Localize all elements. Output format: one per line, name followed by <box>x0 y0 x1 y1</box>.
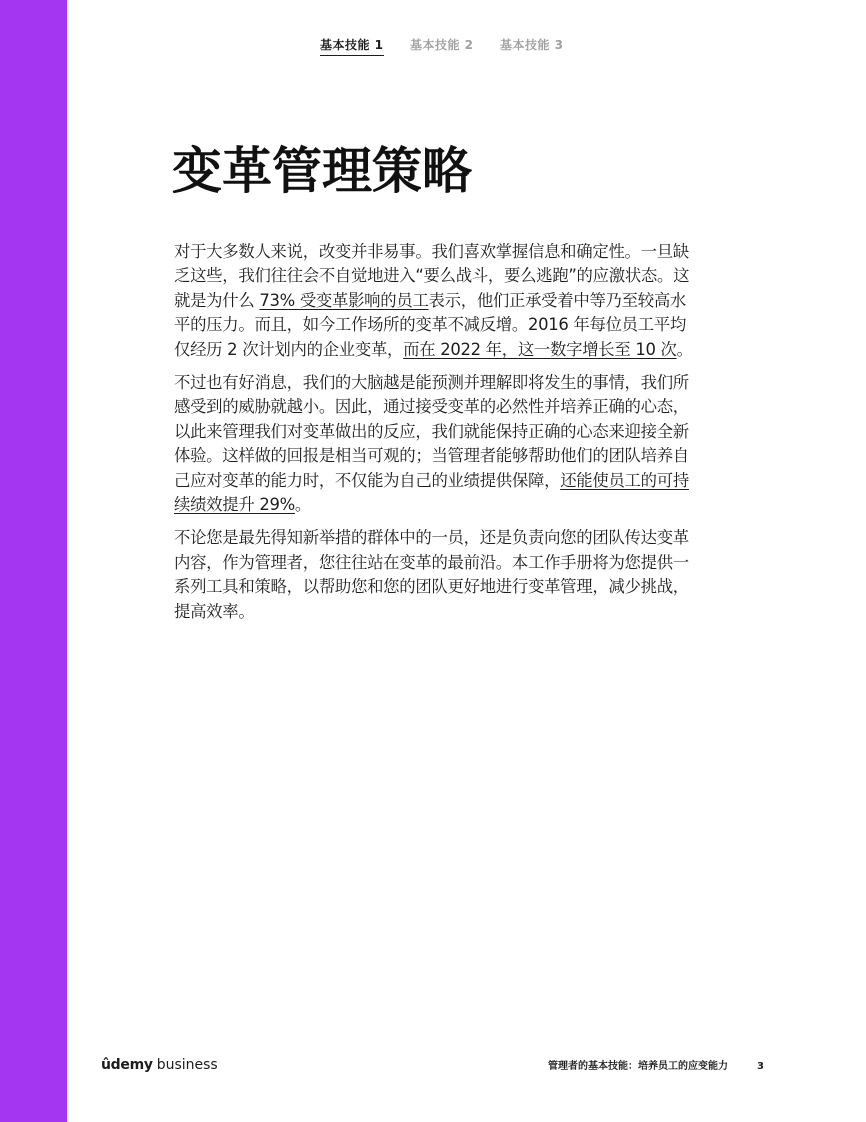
paragraph-2-text-a: 不过也有好消息，我们的大脑越是能预测并理解即将发生的事情，我们所感受到的威胁就越小。因此，通过接受变革的必然性并培养正确的心态，以此来管理我们对变革做出的反应，我们就能保持正确的心态来迎接全新体验。这样做的回报是相当可观的；当管理者能够帮助他们的团队培养自己应对变革的能力时，不仅能为自己的业绩提供保障， <box>174 373 689 490</box>
paragraph-1-text-b: 表示，他们正承受着中等乃至较高水平的压力。而且，如今工作场所的变革不减反增。2016 年每位员工平均仅经历 2 次计划内的企业变革， <box>174 290 687 359</box>
purple-sidebar <box>0 0 67 1122</box>
tab-basic-skill-2[interactable]: 基本技能 2 <box>410 38 474 52</box>
paragraph-2 <box>174 371 694 517</box>
footer-document-title: 管理者的基本技能：培养员工的应变能力 <box>548 1061 728 1072</box>
page-title: 变革管理策略 <box>172 141 472 200</box>
udemy-business-logo <box>101 1056 218 1074</box>
paragraph-1 <box>174 240 694 362</box>
tab-basic-skill-3[interactable]: 基本技能 3 <box>500 38 564 52</box>
logo-brand: ûdemy <box>101 1057 153 1073</box>
logo-sub: business <box>156 1057 218 1073</box>
tab-basic-skill-1[interactable]: 基本技能 1 <box>320 37 384 56</box>
paragraph-1-text-a: 对于大多数人来说，改变并非易事。我们喜欢掌握信息和确定性。一旦缺乏这些，我们往往会不自觉地进入“要么战斗，要么逃跑”的应激状态。这就是为什么 <box>174 242 690 310</box>
performance-statistic-link[interactable]: 还能使员工的可持续绩效提升 29% <box>174 470 689 515</box>
body-text <box>174 240 694 633</box>
paragraph-2-text-b: 。 <box>294 495 311 515</box>
paragraph-1-text-c: 。 <box>676 339 693 359</box>
stress-statistic-link[interactable]: 73% 受变革影响的员工 <box>259 290 429 310</box>
paragraph-3-text: 不论您是最先得知新举措的群体中的一员，还是负责向您的团队传达变革内容，作为管理者，您往往站在变革的最前沿。本工作手册将为您提供一系列工具和策略，以帮助您和您的团队更好地进行变革管理，减少挑战，提高效率。 <box>174 528 689 621</box>
change-growth-link[interactable]: 而在 2022 年，这一数字增长至 10 次 <box>403 339 677 359</box>
page-number: 3 <box>757 1061 764 1072</box>
paragraph-3 <box>174 526 694 624</box>
